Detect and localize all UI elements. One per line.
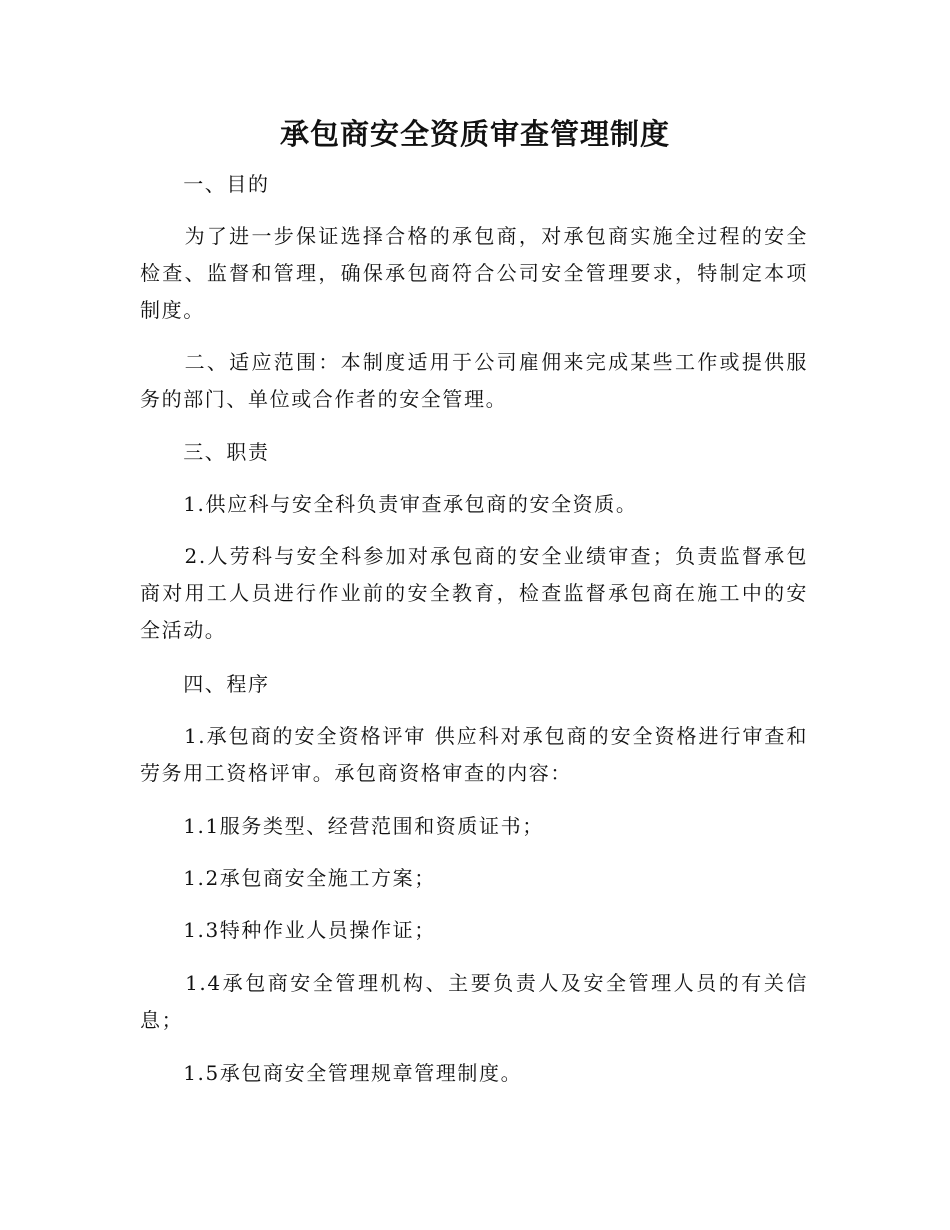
list-item-1-2: 1.2承包商安全施工方案； <box>140 866 436 890</box>
list-item-duty-2: 2.人劳科与安全科参加对承包商的安全业绩审查；负责监督承包商对用工人员进行作业前的安全教育，检查监督承包商在施工中的安全活动。 <box>140 544 808 642</box>
section-heading-procedure: 四、程序 <box>140 672 270 696</box>
list-item-duty-1: 1.供应科与安全科负责审查承包商的安全资质。 <box>140 492 638 516</box>
list-item-1-4: 1.4承包商安全管理机构、主要负责人及安全管理人员的有关信息； <box>140 971 808 1032</box>
list-item-1-3: 1.3特种作业人员操作证； <box>140 918 436 942</box>
paragraph-scope: 二、适应范围：本制度适用于公司雇佣来完成某些工作或提供服务的部门、单位或合作者的安全管理。 <box>140 350 808 411</box>
list-item-1-5: 1.5承包商安全管理规章管理制度。 <box>140 1061 523 1085</box>
document-title: 承包商安全资质审查管理制度 <box>279 117 670 151</box>
paragraph-purpose: 为了进一步保证选择合格的承包商，对承包商实施全过程的安全检查、监督和管理，确保承包商符合公司安全管理要求，特制定本项制度。 <box>140 224 808 322</box>
section-heading-purpose: 一、目的 <box>140 172 270 196</box>
section-heading-duties: 三、职责 <box>140 440 270 464</box>
list-item-procedure-1: 1.承包商的安全资格评审 供应科对承包商的安全资格进行审查和劳务用工资格评审。承包商资格审查的内容： <box>140 724 808 785</box>
list-item-1-1: 1.1服务类型、经营范围和资质证书； <box>140 814 544 838</box>
